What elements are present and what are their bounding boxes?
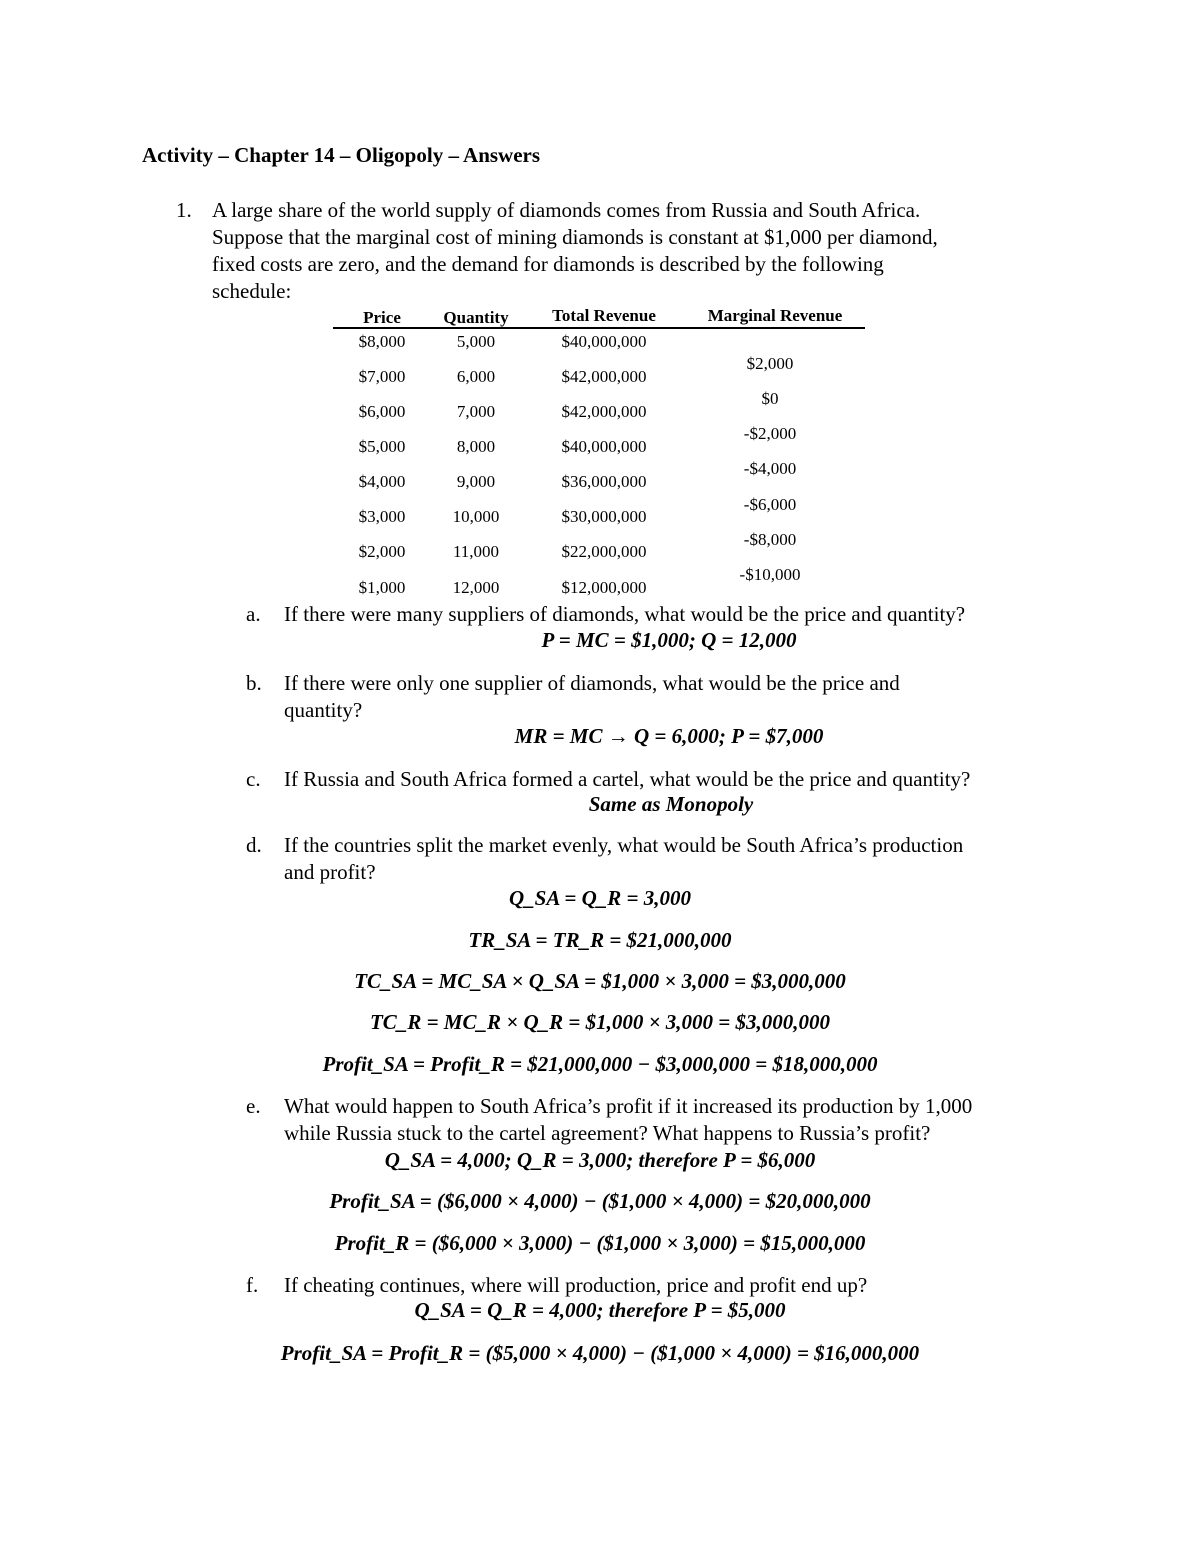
- total-revenue-cell: $22,000,000: [561, 542, 647, 561]
- table-header-quantity: Quantity: [443, 308, 509, 327]
- question-text-line: fixed costs are zero, and the demand for diamonds is described by the following: [212, 252, 884, 276]
- part-question-line: If there were only one supplier of diamonds, what would be the price and: [284, 671, 900, 695]
- total-revenue-cell: $40,000,000: [561, 437, 647, 456]
- question-number: 1.: [176, 198, 192, 222]
- part-label: f.: [246, 1273, 259, 1297]
- marginal-revenue-cell: $0: [761, 389, 779, 408]
- question-text-line: A large share of the world supply of diamonds comes from Russia and South Africa.: [212, 198, 921, 222]
- answer-equation: TR_SA = TR_R = $21,000,000: [468, 928, 732, 952]
- question-text-line: schedule:: [212, 279, 292, 303]
- table-header-total-revenue: Total Revenue: [552, 306, 656, 325]
- table-header-price: Price: [363, 308, 401, 327]
- price-cell: $5,000: [358, 437, 406, 456]
- price-cell: $8,000: [358, 332, 406, 351]
- total-revenue-cell: $30,000,000: [561, 507, 647, 526]
- quantity-cell: 6,000: [456, 367, 496, 386]
- part-question-line: If there were many suppliers of diamonds, what would be the price and quantity?: [284, 602, 966, 626]
- document-title: Activity – Chapter 14 – Oligopoly – Answers: [142, 143, 541, 167]
- answer-equation: P = MC = $1,000; Q = 12,000: [541, 628, 797, 652]
- answer-equation: TC_R = MC_R × Q_R = $1,000 × 3,000 = $3,000,000: [369, 1010, 831, 1034]
- quantity-cell: 5,000: [456, 332, 496, 351]
- part-question-line: and profit?: [284, 860, 376, 884]
- table-header-rule: [333, 327, 865, 329]
- part-label: d.: [246, 833, 262, 857]
- price-cell: $3,000: [358, 507, 406, 526]
- quantity-cell: 8,000: [456, 437, 496, 456]
- price-cell: $1,000: [358, 578, 406, 597]
- question-text-line: Suppose that the marginal cost of mining diamonds is constant at $1,000 per diamond,: [212, 225, 938, 249]
- price-cell: $7,000: [358, 367, 406, 386]
- total-revenue-cell: $36,000,000: [561, 472, 647, 491]
- total-revenue-cell: $42,000,000: [561, 402, 647, 421]
- answer-equation: Q_SA = Q_R = 3,000: [508, 886, 692, 910]
- quantity-cell: 11,000: [452, 542, 500, 561]
- part-question-line: quantity?: [284, 698, 363, 722]
- marginal-revenue-cell: -$4,000: [743, 459, 797, 478]
- marginal-revenue-cell: $2,000: [746, 354, 794, 373]
- part-label: c.: [246, 767, 261, 791]
- answer-equation: Profit_SA = Profit_R = ($5,000 × 4,000) − ($1,000 × 4,000) = $16,000,000: [280, 1341, 920, 1365]
- table-header-marginal-revenue: Marginal Revenue: [707, 306, 843, 325]
- answer-equation: Q_SA = 4,000; Q_R = 3,000; therefore P = $6,000: [384, 1148, 816, 1172]
- total-revenue-cell: $42,000,000: [561, 367, 647, 386]
- answer-equation: MR = MC → Q = 6,000; P = $7,000: [514, 724, 824, 748]
- part-label: b.: [246, 671, 262, 695]
- marginal-revenue-cell: -$8,000: [743, 530, 797, 549]
- price-cell: $2,000: [358, 542, 406, 561]
- part-question-line: If cheating continues, where will production, price and profit end up?: [284, 1273, 868, 1297]
- quantity-cell: 9,000: [456, 472, 496, 491]
- answer-equation: Profit_SA = ($6,000 × 4,000) − ($1,000 × 4,000) = $20,000,000: [329, 1189, 871, 1213]
- part-question-line: while Russia stuck to the cartel agreement? What happens to Russia’s profit?: [284, 1121, 931, 1145]
- quantity-cell: 12,000: [452, 578, 500, 597]
- part-question-line: If Russia and South Africa formed a cartel, what would be the price and quantity?: [284, 767, 971, 791]
- price-cell: $6,000: [358, 402, 406, 421]
- answer-equation: Profit_R = ($6,000 × 3,000) − ($1,000 × 3,000) = $15,000,000: [334, 1231, 866, 1255]
- total-revenue-cell: $40,000,000: [561, 332, 647, 351]
- quantity-cell: 7,000: [456, 402, 496, 421]
- quantity-cell: 10,000: [452, 507, 500, 526]
- part-label: e.: [246, 1094, 261, 1118]
- answer-equation: TC_SA = MC_SA × Q_SA = $1,000 × 3,000 = $3,000,000: [354, 969, 846, 993]
- answer-equation: Profit_SA = Profit_R = $21,000,000 − $3,000,000 = $18,000,000: [322, 1052, 878, 1076]
- answer-text: Same as Monopoly: [588, 792, 754, 816]
- part-question-line: What would happen to South Africa’s profit if it increased its production by 1,000: [284, 1094, 973, 1118]
- answer-equation: Q_SA = Q_R = 4,000; therefore P = $5,000: [414, 1298, 786, 1322]
- part-question-line: If the countries split the market evenly, what would be South Africa’s production: [284, 833, 964, 857]
- marginal-revenue-cell: -$2,000: [743, 424, 797, 443]
- marginal-revenue-cell: -$10,000: [739, 565, 801, 584]
- total-revenue-cell: $12,000,000: [561, 578, 647, 597]
- price-cell: $4,000: [358, 472, 406, 491]
- marginal-revenue-cell: -$6,000: [743, 495, 797, 514]
- part-label: a.: [246, 602, 261, 626]
